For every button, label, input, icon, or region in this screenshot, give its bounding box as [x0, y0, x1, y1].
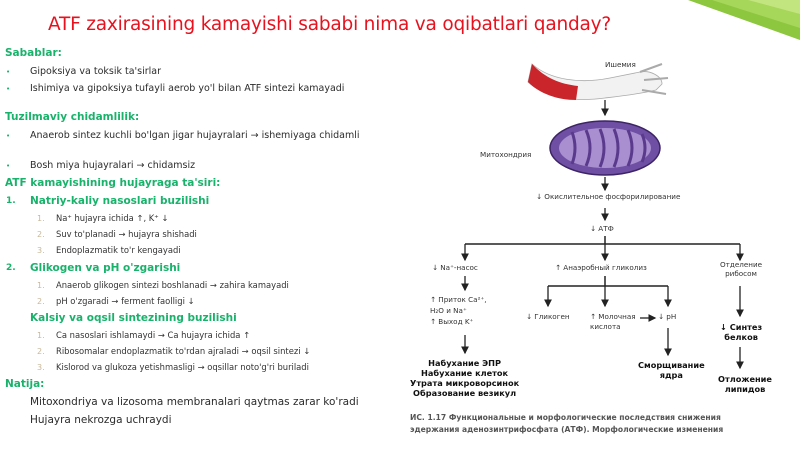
heading-sabablar: Sabablar:	[5, 47, 62, 59]
label-protein-synthesis: ↓ Синтез белков	[720, 322, 763, 342]
heading-natija: Natija:	[5, 378, 45, 390]
sub-number: 2.	[37, 230, 45, 239]
bullet-icon: •	[6, 162, 11, 170]
label-nucleus: Сморщивание ядра	[638, 360, 705, 380]
heading-tasir: ATF kamayishining hujayraga ta'siri:	[5, 177, 221, 189]
bullet-icon: •	[6, 68, 11, 76]
list-item: Ca nasoslari ishlamaydi → Ca hujayra ichida ↑	[56, 330, 251, 340]
label-mitochondria: Митохондрия	[480, 150, 532, 159]
list-item: Hujayra nekrozga uchraydi	[30, 414, 172, 426]
list-item: Ribosomalar endoplazmatik to'rdan ajraladi → oqsil sintezi ↓	[56, 346, 311, 356]
sub-number: 2.	[37, 297, 45, 306]
list-item: Kislorod va glukoza yetishmasligi → oqsillar noto'g'ri buriladi	[56, 362, 309, 372]
list-item: Bosh miya hujayralari → chidamsiz	[30, 160, 196, 171]
list-item: Na⁺ hujayra ichida ↑, K⁺ ↓	[56, 213, 169, 223]
page-title: ATF zaxirasining kamayishi sababi nima va oqibatlari qanday?	[48, 14, 612, 35]
label-atp: ↓ АТФ	[590, 224, 614, 233]
label-oxphos: ↓ Окислительное фосфорилирование	[536, 192, 681, 201]
sub-number: 1.	[37, 281, 45, 290]
heading-tuzilmaviy: Tuzilmaviy chidamlilik:	[5, 111, 140, 123]
subheading-nasoslar: Natriy-kaliy nasoslari buzilishi	[30, 195, 210, 207]
label-ph: ↓ pH	[658, 312, 677, 321]
green-corner-decoration	[688, 0, 800, 40]
label-glycolysis: ↑ Анаэробный гликолиз	[555, 263, 647, 272]
sub-number: 2.	[37, 347, 45, 356]
list-item: Mitoxondriya va lizosoma membranalari qaytmas zarar ko'radi	[30, 396, 359, 408]
list-item: Ishimiya va gipoksiya tufayli aerob yo'l bilan ATF sintezi kamayadi	[30, 83, 345, 94]
subheading-kalsiy: Kalsiy va oqsil sintezining buzilishi	[30, 312, 237, 324]
sub-number: 1.	[37, 214, 45, 223]
list-item: Anaerob glikogen sintezi boshlanadi → zahira kamayadi	[56, 280, 289, 290]
label-swelling: Набухание ЭПР Набухание клеток Утрата микроворсинок Образование везикул	[410, 358, 520, 398]
list-item: Anaerob sintez kuchli bo'lgan jigar hujayralari → ishemiyaga chidamli	[30, 130, 360, 141]
label-glycogen: ↓ Гликоген	[526, 312, 570, 321]
atp-depletion-diagram	[400, 50, 800, 449]
list-number: 2.	[6, 263, 16, 273]
list-number: 1.	[6, 196, 16, 206]
list-item: pH o'zgaradi → ferment faolligi ↓	[56, 296, 195, 306]
sub-number: 1.	[37, 331, 45, 340]
label-lactic-acid: ↑ Молочная кислота	[590, 312, 636, 331]
list-item: Endoplazmatik to'r kengayadi	[56, 245, 181, 255]
figure-caption: ИС. 1.17 Функциональные и морфологические последствия снижения эдержания аденозинтрифосфата (АТФ). Морфологические изменения	[410, 413, 724, 434]
sub-number: 3.	[37, 363, 45, 372]
label-ion-influx: ↑ Приток Ca²⁺, H₂O и Na⁺ ↑ Выход K⁺	[430, 295, 487, 326]
label-lipids: Отложение липидов	[718, 374, 772, 394]
subheading-glikogen: Glikogen va pH o'zgarishi	[30, 262, 181, 274]
sub-number: 3.	[37, 246, 45, 255]
label-ribosomes: Отделение рибосом	[720, 260, 763, 278]
label-na-pump: ↓ Na⁺-насос	[432, 263, 478, 272]
label-ischemia: Ишемия	[605, 60, 636, 69]
list-item: Gipoksiya va toksik ta'sirlar	[30, 66, 162, 77]
bullet-icon: •	[6, 132, 11, 140]
list-item: Suv to'planadi → hujayra shishadi	[56, 229, 197, 239]
bullet-icon: •	[6, 85, 11, 93]
